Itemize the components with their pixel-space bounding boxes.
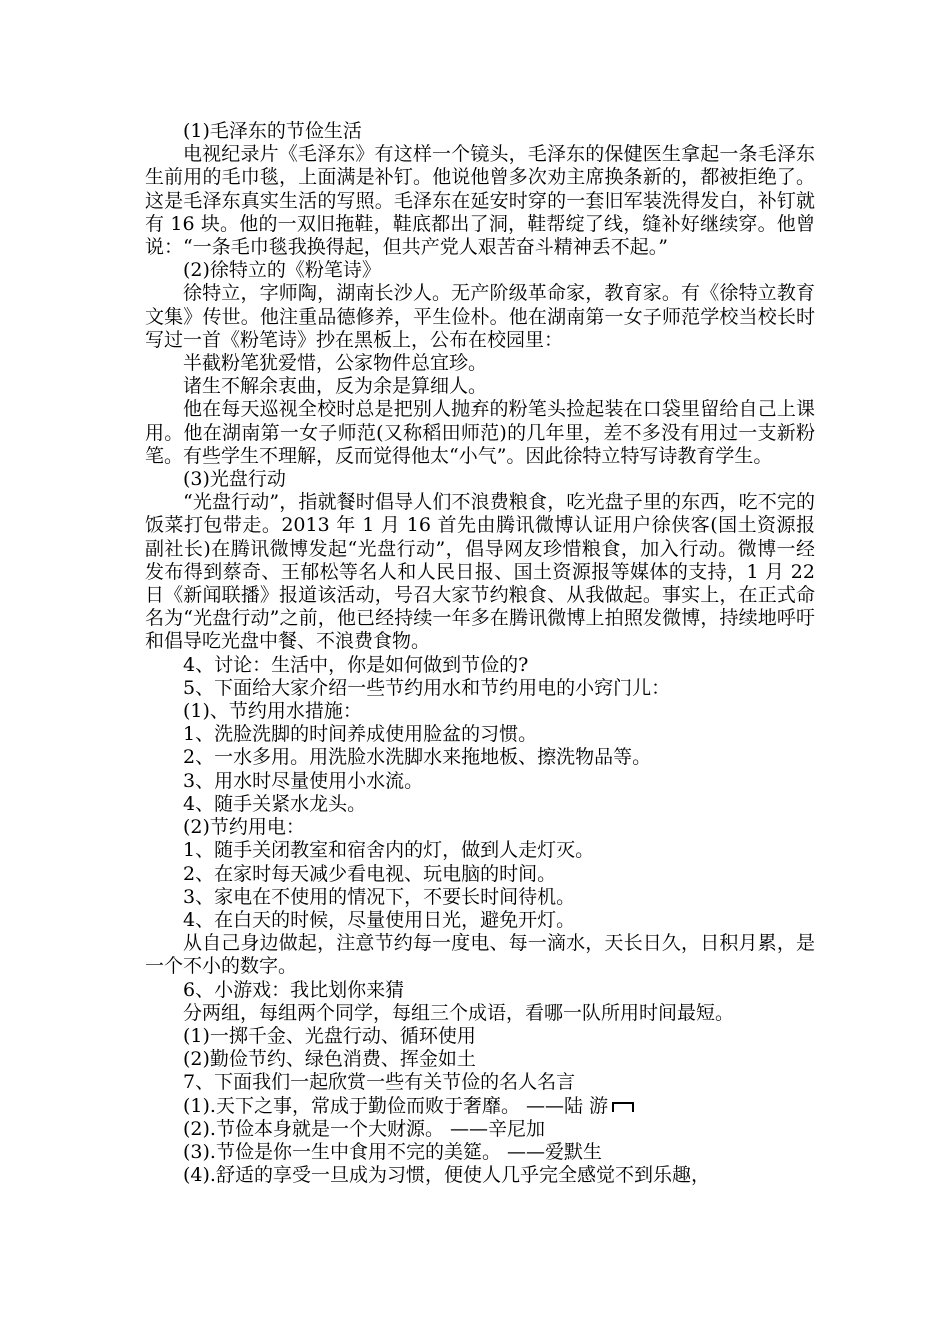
- heading-guangpan: (3)光盘行动: [183, 468, 286, 491]
- water-tip-2: 2、一水多用。用洗脸水洗脚水来拖地板、擦洗物品等。: [183, 746, 652, 769]
- game-rules: 分两组，每组两个同学，每组三个成语，看哪一队所用时间最短。: [183, 1001, 735, 1024]
- poem-line-1: 半截粉笔犹爱惜，公家物件总宜珍。: [183, 352, 488, 375]
- paragraph-xu-chalk: 他在每天巡视全校时总是把别人抛弃的粉笔头捡起装在口袋里留给自己上课用。他在湖南第一女子师范(又称稻田师范)的几年里，差不多没有用过一支新粉笔。有些学生不理解，反而觉得他太“小气”。因此徐特立特写诗教育学生。: [145, 398, 815, 467]
- item-game: 6、小游戏：我比划你来猜: [183, 978, 405, 1001]
- heading-xu: (2)徐特立的《粉笔诗》: [183, 259, 381, 282]
- paragraph-summary: 从自己身边做起，注意节约每一度电、每一滴水，天长日久，日积月累，是一个不小的数字。: [145, 932, 815, 978]
- water-tip-4: 4、随手关紧水龙头。: [183, 792, 367, 815]
- quote-2: (2).节俭本身就是一个大财源。 ——辛尼加: [183, 1117, 545, 1140]
- document-body: [145, 120, 815, 1187]
- water-tip-1: 1、洗脸洗脚的时间养成使用脸盆的习惯。: [183, 723, 538, 746]
- paragraph-guangpan: “光盘行动”，指就餐时倡导人们不浪费粮食，吃光盘子里的东西，吃不完的饭菜打包带走。2013 年 1 月 16 首先由腾讯微博认证用户徐侠客(国土资源报副社长)在腾讯微博发起“光盘行动”，倡导网友珍惜粮食，加入行动。微博一经发布得到蔡奇、王郁松等名人和人民日报、国土资源报等媒体的支持，1 月 22 日《新闻联播》报道该活动，号召大家节约粮食、从我做起。事实上，在正式命名为“光盘行动”之前，他已经持续一年多在腾讯微博上拍照发微博，持续地呼吁和倡导吃光盘中餐、不浪费食物。: [145, 491, 815, 653]
- quote-4: (4).舒适的享受一旦成为习惯，便使人几乎完全感觉不到乐趣，: [183, 1164, 710, 1187]
- quote-1: [145, 1095, 815, 1118]
- quote-1-text: (1).天下之事，常成于勤俭而败于奢靡。 ——陆 游: [183, 1094, 609, 1117]
- water-tip-3: 3、用水时尽量使用小水流。: [183, 769, 424, 792]
- item-tips-intro: 5、下面给大家介绍一些节约用水和节约用电的小窍门儿：: [183, 676, 671, 699]
- electricity-tip-3: 3、家电在不使用的情况下，不要长时间待机。: [183, 885, 576, 908]
- item-quotes: 7、下面我们一起欣赏一些有关节俭的名人名言: [183, 1071, 576, 1094]
- heading-electricity: (2)节约用电：: [183, 816, 305, 839]
- electricity-tip-4: 4、在白天的时候，尽量使用日光，避免开灯。: [183, 908, 576, 931]
- heading-water: (1)、节约用水措施：: [183, 700, 362, 723]
- quote-3: (3).节俭是你一生中食用不完的美筵。 ——爱默生: [183, 1140, 602, 1163]
- game-group-1: (1)一掷千金、光盘行动、循环使用: [183, 1024, 476, 1047]
- paragraph-mao: 电视纪录片《毛泽东》有这样一个镜头，毛泽东的保健医生拿起一条毛泽东生前用的毛巾毯，上面满是补钉。他说他曾多次劝主席换条新的，都被拒绝了。这是毛泽东真实生活的写照。毛泽东在延安时穿的一套旧军装洗得发白，补钉就有 16 块。他的一双旧拖鞋，鞋底都出了洞，鞋帮绽了线，缝补好继续穿。他曾说：“一条毛巾毯我换得起，但共产党人艰苦奋斗精神丢不起。”: [145, 143, 815, 259]
- game-group-2: (2)勤俭节约、绿色消费、挥金如土: [183, 1048, 476, 1071]
- heading-mao: (1)毛泽东的节俭生活: [183, 120, 362, 142]
- electricity-tip-2: 2、在家时每天减少看电视、玩电脑的时间。: [183, 862, 557, 885]
- item-discussion: 4、讨论：生活中，你是如何做到节俭的?: [183, 653, 529, 676]
- bracket-mark-icon: [612, 1102, 634, 1112]
- poem-line-2: 诸生不解余衷曲，反为余是算细人。: [183, 375, 488, 398]
- electricity-tip-1: 1、随手关闭教室和宿舍内的灯，做到人走灯灭。: [183, 839, 595, 862]
- paragraph-xu-intro: 徐特立，字师陶，湖南长沙人。无产阶级革命家，教育家。有《徐特立教育文集》传世。他注重品德修养，平生俭朴。他在湖南第一女子师范学校当校长时写过一首《粉笔诗》抄在黑板上，公布在校园里：: [145, 282, 815, 351]
